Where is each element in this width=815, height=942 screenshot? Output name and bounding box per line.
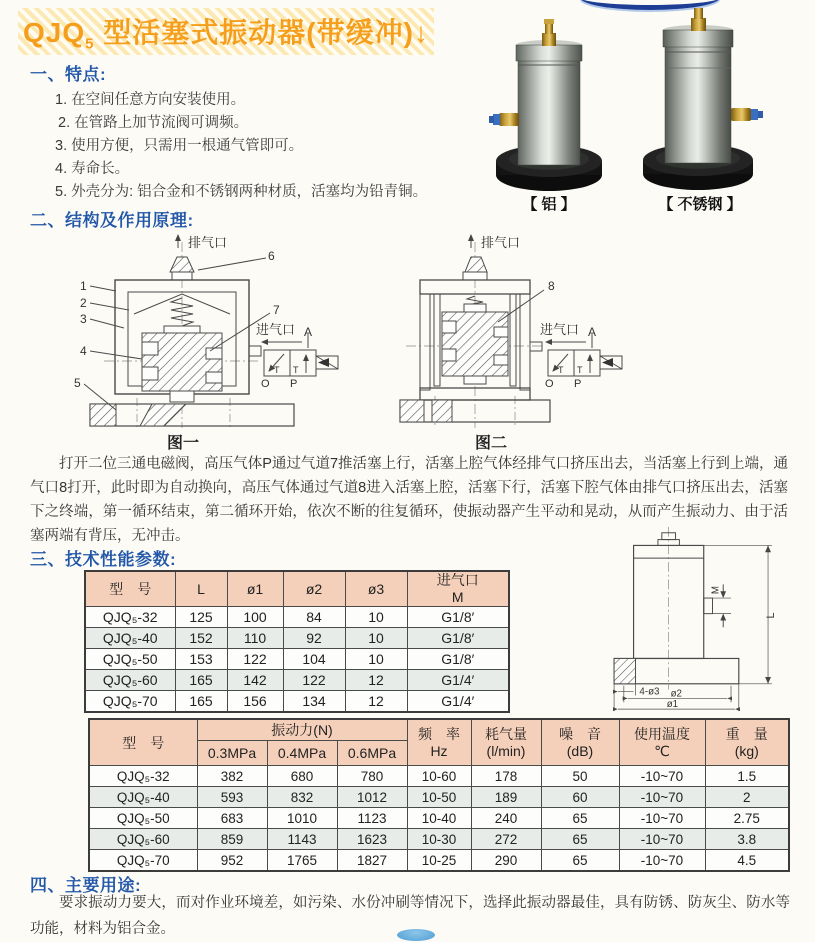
table-row [85,691,509,713]
table-cell: 178 [471,766,541,787]
table-cell: 10 [345,628,407,649]
figure2-caption: 图二 [474,435,507,452]
table-cell: 593 [197,787,267,808]
table-cell: 10-30 [407,829,471,850]
table-cell: 65 [541,808,619,829]
side-air-fitting [489,113,519,126]
table-cell: 2.75 [705,808,789,829]
table-cell: 60 [541,787,619,808]
top-brass-fitting [542,19,556,46]
callout-7: 7 [273,303,280,317]
callout-3: 3 [80,312,87,326]
table-cell: 1623 [337,829,407,850]
table-cell: 1123 [337,808,407,829]
table-cell: -10~70 [619,766,705,787]
table-cell: 12 [345,691,407,713]
col-header-model: 型 号 [89,719,197,766]
table-cell: 382 [197,766,267,787]
figure1-diagram [52,230,387,430]
table-cell: 1143 [267,829,337,850]
table-cell: 4.5 [705,850,789,872]
dim-L-label: L [764,612,777,619]
feature-item: 4. 寿命长。 [55,161,130,177]
table-cell: 10 [345,607,407,628]
table-cell: 859 [197,829,267,850]
col-header-weight: 重 量 (kg) [705,719,789,766]
col-header-d1: ø1 [227,571,283,607]
table-cell: 165 [175,691,227,713]
table-cell: QJQ₅-40 [89,787,197,808]
table-cell: 240 [471,808,541,829]
table-cell: 3.8 [705,829,789,850]
feature-item: 5. 外壳分为: 铝合金和不锈钢两种材质，活塞均为铅青铜。 [55,184,428,200]
exhaust-label: 排气口 [188,235,228,250]
table-cell: 683 [197,808,267,829]
table-cell: 832 [267,787,337,808]
table-cell: 780 [337,766,407,787]
port-t-label: T [274,365,280,375]
dim-M-label: M [710,586,722,595]
usage-paragraph: 要求振动力要大，而对作业环境差，如污染、水份冲刷等情况下，选择此振动器最佳，具有防锈、防灰尘、防水等功能，材料为铝合金。 [30,895,790,937]
table-cell: QJQ₅-60 [85,670,175,691]
table-cell: G1/8′ [407,628,509,649]
cylinder-body [516,40,582,169]
table-row [89,766,789,787]
section4-heading: 四、主要用途: [30,876,142,895]
section1-heading: 一、特点: [30,65,107,84]
outline-dimension-drawing [586,524,801,714]
dim-d2-label: ø2 [670,688,682,700]
down-arrow-icon: ↓ [413,16,429,48]
table-cell: 290 [471,850,541,872]
feature-item: 1. 在空间任意方向安装使用。 [55,92,246,108]
table-row [85,670,509,691]
table-cell: 50 [541,766,619,787]
table-cell: -10~70 [619,787,705,808]
col-header-noise: 噪 音 (dB) [541,719,619,766]
col-header-d3: ø3 [345,571,407,607]
dim-4d3-label: 4-ø3 [639,686,660,698]
table-cell: G1/4′ [407,691,509,713]
table-cell: 10-40 [407,808,471,829]
table-cell: G1/4′ [407,670,509,691]
table-cell: 165 [175,670,227,691]
table-cell: -10~70 [619,808,705,829]
col-header-temperature: 使用温度 ℃ [619,719,705,766]
table-cell: 84 [283,607,345,628]
table-row [85,607,509,628]
feature-item: 3. 使用方便，只需用一根通气管即可。 [55,138,304,154]
table-cell: 189 [471,787,541,808]
table-cell: 65 [541,829,619,850]
table-cell: 104 [283,649,345,670]
side-air-fitting [731,108,763,121]
table-cell: 156 [227,691,283,713]
table-cell: QJQ₅-60 [89,829,197,850]
table-cell: 2 [705,787,789,808]
col-header-L: L [175,571,227,607]
title-banner [18,8,434,55]
table-cell: G1/8′ [407,649,509,670]
table-cell: 122 [283,670,345,691]
col-header-frequency: 频 率 Hz [407,719,471,766]
table-cell: 92 [283,628,345,649]
callout-1: 1 [80,279,87,293]
table-cell: QJQ₅-70 [89,850,197,872]
table-cell: 152 [175,628,227,649]
table-cell: 153 [175,649,227,670]
table-row [89,829,789,850]
col-header-04mpa: 0.4MPa [267,741,337,766]
table-cell: QJQ₅-70 [85,691,175,713]
principle-paragraph: 打开二位三通电磁阀，高压气体P通过气道7推活塞上行，活塞上腔气体经排气口挤压出去，当活塞上行到上端，通气口8打开，此时即为自动换向，高压气体通过气道8进入活塞上腔，活塞下行，活塞下腔气体由排气口挤压出去，活塞下之终端，第一循环结束，第二循环开始，依次不断的往复循环，使振动器产生平动和晃动，从而产生振动力、由于活塞两端有背压，无冲击。 [30,456,788,544]
table-cell: 1.5 [705,766,789,787]
table-cell: 10-50 [407,787,471,808]
table-cell: G1/8′ [407,607,509,628]
table-row [89,808,789,829]
table-cell: QJQ₅-40 [85,628,175,649]
table-cell: QJQ₅-50 [85,649,175,670]
product-photo-aluminum [489,15,609,195]
dim-d1-label: ø1 [666,699,679,711]
col-header-d2: ø2 [283,571,345,607]
table-cell: 142 [227,670,283,691]
section2-heading: 二、结构及作用原理: [30,211,194,230]
table-cell: 134 [283,691,345,713]
callout-2: 2 [80,296,87,310]
table-cell: 125 [175,607,227,628]
table-cell: 1827 [337,850,407,872]
port-p-label: P [574,378,582,390]
port-t-label: T [577,365,583,375]
port-p-label: P [290,378,298,390]
col-header-air-consumption: 耗气量 (l/min) [471,719,541,766]
cylinder-body [663,25,733,168]
callout-5: 5 [74,376,81,390]
table-cell: QJQ₅-50 [89,808,197,829]
figure2-diagram [380,230,625,430]
bottom-blue-dot-decoration [397,929,435,941]
feature-item: 2. 在管路上加节流阀可调频。 [58,115,249,131]
table-cell: 1765 [267,850,337,872]
col-header-intake: 进气口 M [407,571,509,607]
exhaust-label: 排气口 [481,235,521,250]
callout-4: 4 [80,344,87,358]
table-cell: 10-60 [407,766,471,787]
port-o-label: O [545,378,554,390]
table-cell: -10~70 [619,850,705,872]
table-cell: 10-25 [407,850,471,872]
port-t-label: T [293,365,299,375]
photo-label-aluminum: 【 铝 】 [522,196,576,213]
col-header-vibration-group: 振动力(N) [197,719,407,741]
port-o-label: O [261,378,270,390]
table-row [89,850,789,872]
callout-8: 8 [548,279,555,293]
port-a-label: A [304,325,313,339]
table-cell: 680 [267,766,337,787]
product-photo-stainless [635,8,765,198]
table-cell: 272 [471,829,541,850]
intake-label: 进气口 [256,322,296,337]
col-header-model: 型 号 [85,571,175,607]
table-cell: 122 [227,649,283,670]
table-cell: 1012 [337,787,407,808]
table-cell: QJQ₅-32 [89,766,197,787]
table-cell: 12 [345,670,407,691]
top-brass-fitting [691,8,706,31]
col-header-03mpa: 0.3MPa [197,741,267,766]
table-row [85,628,509,649]
table-cell: -10~70 [619,829,705,850]
section3-heading: 三、技术性能参数: [30,550,177,569]
table-cell: QJQ₅-32 [85,607,175,628]
figure1-caption: 图一 [166,435,199,452]
port-a-label: A [588,325,597,339]
port-t-label: T [558,365,564,375]
table-cell: 952 [197,850,267,872]
intake-label: 进气口 [540,322,580,337]
table-row [89,787,789,808]
callout-6: 6 [268,249,275,263]
table-cell: 65 [541,850,619,872]
table-cell: 10 [345,649,407,670]
col-header-06mpa: 0.6MPa [337,741,407,766]
table-cell: 110 [227,628,283,649]
photo-label-stainless: 【 不锈钢 】 [658,196,742,213]
table-cell: 100 [227,607,283,628]
page-title: $QJQ_5$ 型活塞式振动器(带缓冲)↓ [23,16,429,53]
performance-table [88,718,790,872]
table-row [85,649,509,670]
dimensions-table [84,570,510,713]
table-cell: 1010 [267,808,337,829]
